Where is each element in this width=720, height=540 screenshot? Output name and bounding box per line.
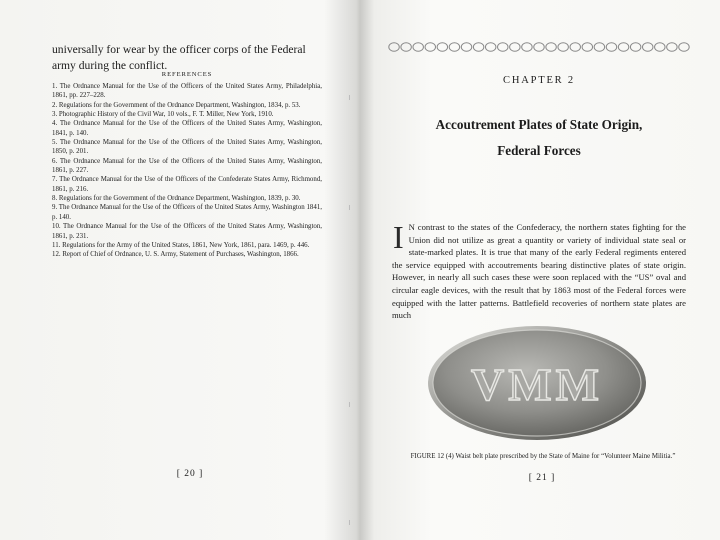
- ornament-link: [522, 43, 532, 51]
- gutter-mark: [349, 520, 350, 525]
- reference-item: 7. The Ordnance Manual for the Use of the Officers of the Confederate States Army, Richmond, 1861, p. 216.: [52, 176, 322, 193]
- reference-item: 10. The Ordnance Manual for the Use of the Officers of the United States Army, Washington, 1861, p. 231.: [52, 223, 322, 240]
- reference-item: 2. Regulations for the Government of the Ordnance Department, Washington, 1834, p. 53.: [52, 101, 301, 109]
- ornament-link: [667, 43, 677, 51]
- ornament-link: [461, 43, 471, 51]
- ornament-link: [389, 43, 399, 51]
- chapter-title-line-2: Federal Forces: [497, 143, 581, 158]
- ornament-border: [388, 41, 690, 53]
- ornament-link: [401, 43, 411, 51]
- page-number-right: [ 21 ]: [528, 473, 556, 483]
- ornament-link: [485, 43, 495, 51]
- ornament-link: [534, 43, 544, 51]
- drop-cap: I: [393, 219, 404, 255]
- chapter-label: CHAPTER 2: [503, 75, 575, 86]
- gutter-mark: [349, 402, 350, 407]
- ornament-link: [546, 43, 556, 51]
- ornament-link: [473, 43, 483, 51]
- intro-paragraph: universally for wear by the officer corps of the Federal army during the conflict.: [52, 43, 306, 72]
- plate-letters: VMM: [470, 359, 604, 410]
- ornament-link: [679, 43, 689, 51]
- figure-caption: FIGURE 12 (4) Waist belt plate prescribed by the State of Maine for “Volunteer Maine Militia.”: [410, 453, 676, 460]
- chapter-title: [388, 112, 690, 164]
- ornament-link: [582, 43, 592, 51]
- reference-item: 8. Regulations for the Government of the Ordnance Department, Washington, 1839, p. 30.: [52, 195, 301, 203]
- reference-item: 4. The Ordnance Manual for the Use of the Officers of the United States Army, Washington, 1841, p. 140.: [52, 120, 322, 137]
- references-list: [52, 82, 322, 260]
- ornament-link: [437, 43, 447, 51]
- ornament-link: [630, 43, 640, 51]
- ornament-link: [570, 43, 580, 51]
- reference-item: 1. The Ordnance Manual for the Use of the Officers of the United States Army, Philadelphia, 1861, pp. 227–228.: [52, 83, 322, 100]
- references-heading: REFERENCES: [161, 71, 213, 78]
- reference-item: 3. Photographic History of the Civil War, 10 vols., F. T. Miller, New York, 1910.: [52, 111, 274, 119]
- reference-item: 5. The Ordnance Manual for the Use of the Officers of the United States Army, Washington, 1850, p. 201.: [52, 139, 322, 156]
- ornament-link: [606, 43, 616, 51]
- reference-item: 11. Regulations for the Army of the United States, 1861, New York, 1861, para. 1469, p. 446.: [52, 241, 310, 249]
- ornament-link: [655, 43, 665, 51]
- ornament-link: [510, 43, 520, 51]
- reference-item: 6. The Ordnance Manual for the Use of the Officers of the United States Army, Washington, 1861, p. 227.: [52, 157, 322, 175]
- ornament-link: [558, 43, 568, 51]
- gutter-mark: [349, 95, 350, 100]
- reference-item: 12. Report of Chief of Ordnance, U. S. Army, Statement of Purchases, Washington, 1866.: [52, 251, 299, 259]
- ornament-link: [413, 43, 423, 51]
- page-number-left: [ 20 ]: [176, 469, 204, 479]
- ornament-link: [642, 43, 652, 51]
- ornament-link: [498, 43, 508, 51]
- ornament-link: [449, 43, 459, 51]
- ornament-link: [425, 43, 435, 51]
- gutter-mark: [349, 205, 350, 210]
- oval-plate-illustration: [426, 324, 648, 442]
- body-paragraph: [392, 221, 686, 322]
- ornament-link: [594, 43, 604, 51]
- body-text: N contrast to the states of the Confederacy, the northern states fighting for the Union did not utilize as great a quantity or variety of individual state seal or state-marked plates. It is true that many of the early Federal regiments entered the service equipped with accoutrements bearing distinctive plates of state origin. However, in nearly all such cases these were soon replaced with the “US” oval and circular eagle devices, with the result that by 1863 most of the Federal forces were equipped with the latter patterns. Battlefield recoveries of northern state plates are much: [392, 222, 686, 321]
- reference-item: 9. The Ordnance Manual for the Use of the Officers of the United States Army, Washington 1841, p. 140.: [52, 204, 322, 221]
- left-page: [0, 0, 350, 540]
- ornament-link: [618, 43, 628, 51]
- chapter-title-line-1: Accoutrement Plates of State Origin,: [435, 117, 643, 132]
- belt-plate-image: [426, 324, 648, 442]
- right-page: [368, 0, 720, 540]
